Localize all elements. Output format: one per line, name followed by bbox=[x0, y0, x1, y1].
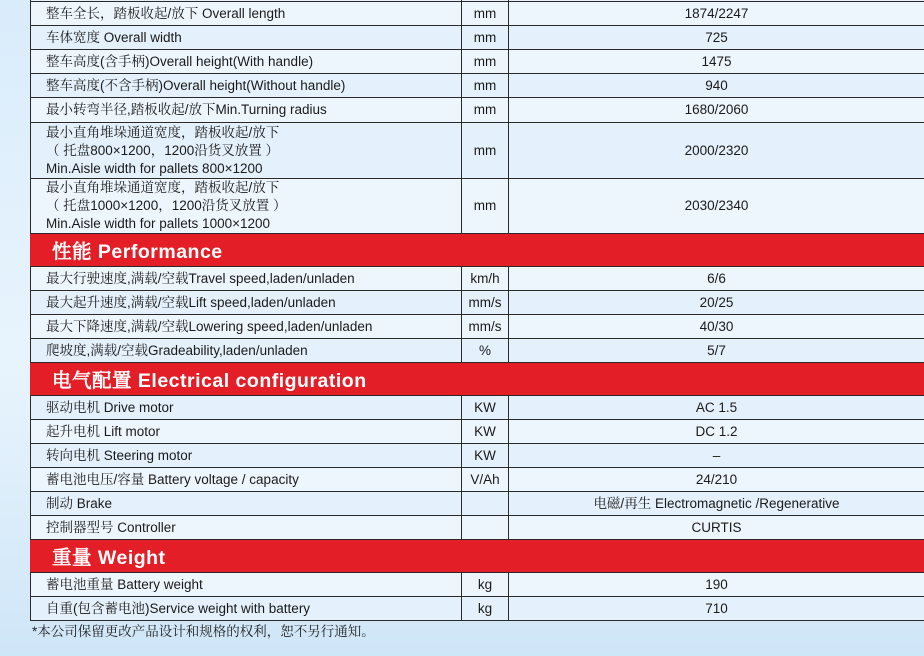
spec-unit bbox=[462, 0, 509, 1]
spec-unit: mm bbox=[462, 74, 509, 97]
spec-value: 40/30 bbox=[699, 318, 734, 334]
spec-value bbox=[509, 0, 924, 1]
spec-row bbox=[30, 396, 924, 420]
spec-row bbox=[30, 50, 924, 74]
spec-value: AC 1.5 bbox=[695, 399, 738, 415]
spec-label: 蓄电池重量 Battery weight bbox=[30, 573, 462, 596]
spec-label: 整车全长，踏板收起/放下 Overall length bbox=[30, 2, 462, 25]
spec-unit: % bbox=[462, 339, 509, 362]
spec-value: 725 bbox=[705, 29, 728, 45]
spec-label: 最小直角堆垛通道宽度，踏板收起/放下 （ 托盘800×1200，1200沿货叉放置 ） Min.Aisle width for pallets 800×1200 bbox=[30, 123, 462, 178]
spec-unit: mm/s bbox=[462, 315, 509, 338]
spec-value: DC 1.2 bbox=[695, 423, 738, 439]
spec-label: 最小直角堆垛通道宽度，踏板收起/放下 （ 托盘1000×1200，1200沿货叉放置 ） Min.Aisle width for pallets 1000×1200 bbox=[30, 179, 462, 233]
spec-unit: kg bbox=[462, 597, 509, 620]
spec-unit bbox=[462, 492, 509, 515]
spec-label: 控制器型号 Controller bbox=[30, 516, 462, 539]
spec-label: 整车高度(不含手柄)Overall height(Without handle) bbox=[30, 74, 462, 97]
spec-value: 1475 bbox=[701, 53, 732, 69]
spec-row bbox=[30, 291, 924, 315]
spec-label: 最大行驶速度,满载/空载Travel speed,laden/unladen bbox=[30, 267, 462, 290]
spec-unit bbox=[462, 516, 509, 539]
spec-value: 940 bbox=[705, 77, 728, 93]
spec-unit: mm bbox=[462, 50, 509, 73]
spec-row bbox=[30, 573, 924, 597]
spec-label: 整车高度(含手柄)Overall height(With handle) bbox=[30, 50, 462, 73]
spec-label: 自重(包含蓄电池)Service weight with battery bbox=[30, 597, 462, 620]
spec-label: 最大下降速度,满载/空载Lowering speed,laden/unladen bbox=[30, 315, 462, 338]
spec-unit: km/h bbox=[462, 267, 509, 290]
spec-row bbox=[30, 492, 924, 516]
spec-value: 190 bbox=[705, 576, 728, 592]
spec-value: 电磁/再生 Electromagnetic /Regenerative bbox=[593, 495, 840, 511]
spec-label: 车体宽度 Overall width bbox=[30, 26, 462, 49]
spec-value: 1680/2060 bbox=[684, 102, 749, 117]
section-header: 重量 Weight bbox=[30, 540, 924, 573]
spec-label: 驱动电机 Drive motor bbox=[30, 396, 462, 419]
spec-value: 24/210 bbox=[695, 471, 738, 487]
spec-unit: KW bbox=[462, 420, 509, 443]
spec-label bbox=[30, 0, 462, 1]
spec-row bbox=[30, 123, 924, 179]
spec-table bbox=[30, 0, 924, 621]
spec-unit: mm/s bbox=[462, 291, 509, 314]
spec-value: 1874/2247 bbox=[684, 5, 749, 21]
spec-row bbox=[30, 26, 924, 50]
spec-label: 蓄电池电压/容量 Battery voltage / capacity bbox=[30, 468, 462, 491]
spec-row bbox=[30, 516, 924, 540]
spec-row bbox=[30, 444, 924, 468]
spec-row bbox=[30, 267, 924, 291]
spec-value: 5/7 bbox=[707, 342, 726, 358]
spec-value: CURTIS bbox=[691, 519, 742, 535]
spec-unit: mm bbox=[462, 2, 509, 25]
spec-value: 6/6 bbox=[707, 270, 726, 286]
spec-value: 2030/2340 bbox=[684, 198, 749, 213]
spec-row bbox=[30, 98, 924, 123]
spec-label: 制动 Brake bbox=[30, 492, 462, 515]
spec-value: 2000/2320 bbox=[684, 142, 749, 158]
spec-label: 起升电机 Lift motor bbox=[30, 420, 462, 443]
spec-unit: mm bbox=[462, 26, 509, 49]
spec-value: – bbox=[712, 447, 721, 463]
footnote: *本公司保留更改产品设计和规格的权利，恕不另行通知。 bbox=[32, 624, 375, 639]
spec-unit: mm bbox=[462, 123, 509, 178]
spec-row bbox=[30, 468, 924, 492]
spec-label: 转向电机 Steering motor bbox=[30, 444, 462, 467]
spec-row bbox=[30, 74, 924, 98]
spec-row bbox=[30, 339, 924, 363]
spec-unit: kg bbox=[462, 573, 509, 596]
spec-unit: KW bbox=[462, 444, 509, 467]
spec-row bbox=[30, 420, 924, 444]
spec-value: 710 bbox=[705, 600, 728, 616]
spec-label: 最大起升速度,满载/空载Lift speed,laden/unladen bbox=[30, 291, 462, 314]
spec-label: 最小转弯半径,踏板收起/放下Min.Turning radius bbox=[30, 98, 462, 122]
spec-unit: KW bbox=[462, 396, 509, 419]
spec-row bbox=[30, 2, 924, 26]
section-header: 电气配置 Electrical configuration bbox=[30, 363, 924, 396]
spec-row bbox=[30, 315, 924, 339]
spec-label: 爬坡度,满载/空载Gradeability,laden/unladen bbox=[30, 339, 462, 362]
spec-value: 20/25 bbox=[699, 294, 734, 310]
spec-unit: mm bbox=[462, 98, 509, 122]
section-header: 性能 Performance bbox=[30, 234, 924, 267]
spec-unit: V/Ah bbox=[462, 468, 509, 491]
spec-row bbox=[30, 179, 924, 234]
spec-row bbox=[30, 597, 924, 621]
spec-unit: mm bbox=[462, 179, 509, 233]
